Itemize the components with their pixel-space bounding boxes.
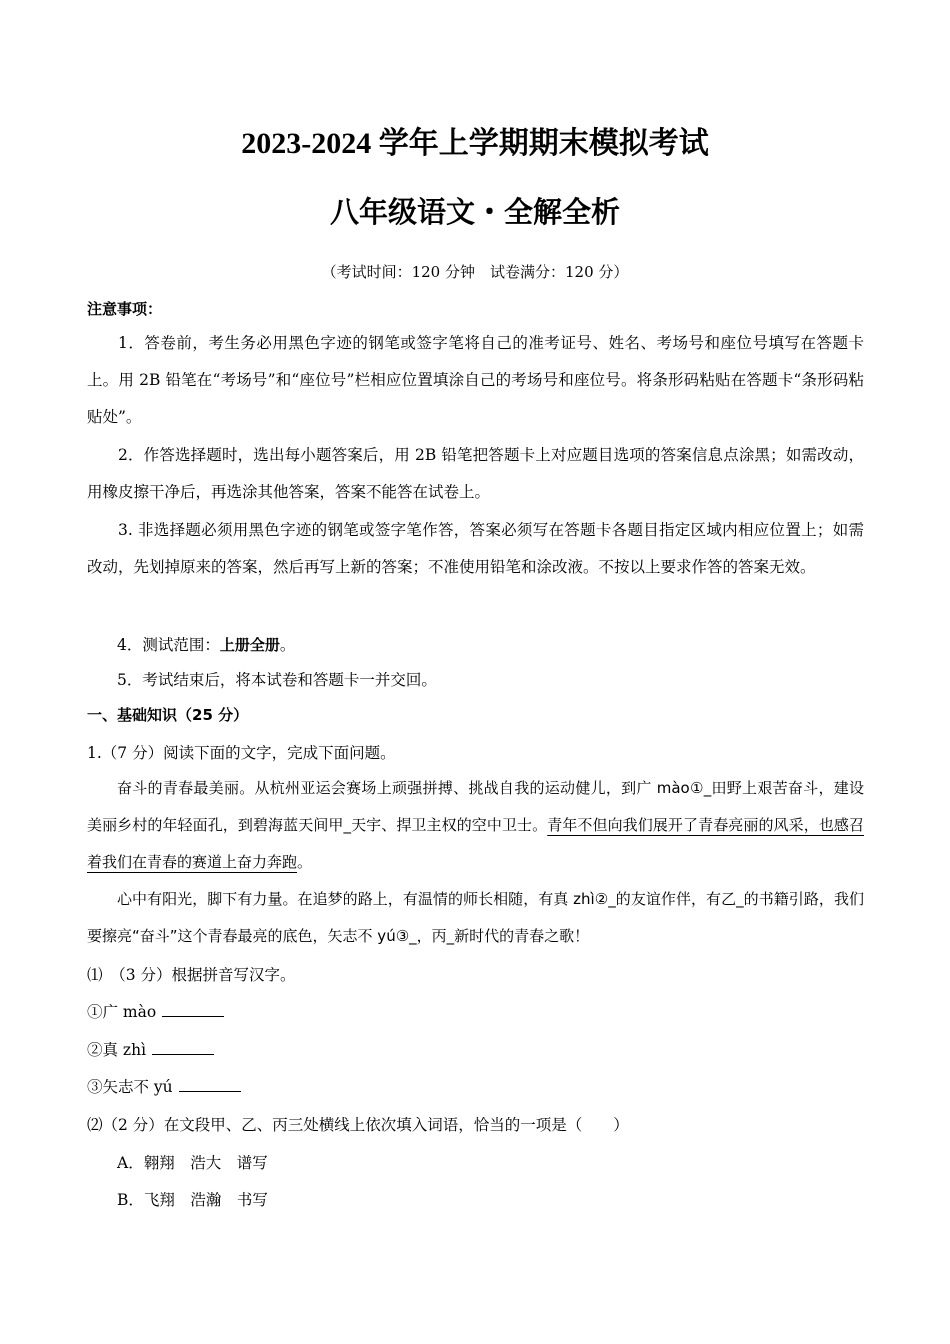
notice-item-5: 5．考试结束后，将本试卷和答题卡一并交回。 — [117, 671, 437, 689]
option-b[interactable]: B．飞翔 浩瀚 书写 — [117, 1191, 268, 1209]
sub-question-1-b — [87, 1038, 214, 1060]
notice-item-1: 1．答卷前，考生务必用黑色字迹的钢笔或签字笔将自己的准考证号、姓名、考场号和座位号填写在答题卡上。用 2B 铅笔在“考场号”和“座位号”栏相应位置填涂自己的考场号和座位号。将条形码粘贴在答题卡“条形码粘贴处”。 — [87, 334, 864, 426]
sub-question-1-a — [87, 1000, 224, 1022]
sub-question-1-b-label: ②真 zhì — [87, 1041, 147, 1059]
notice-item-2: 2．作答选择题时，选出每小题答案后，用 2B 铅笔把答题卡上对应题目选项的答案信息点涂黑；如需改动，用橡皮擦干净后，再选涂其他答案，答案不能答在试卷上。 — [87, 446, 864, 501]
sub-question-2-stem: ⑵（2 分）在文段甲、乙、丙三处横线上依次填入词语，恰当的一项是（ ） — [87, 1116, 629, 1134]
sub-question-1-a-label: ①广 mào — [87, 1003, 157, 1021]
passage-p1-text: 奋斗的青春最美丽。从杭州亚运会赛场上顽强拼搏、挑战自我的运动健儿，到广 mào①_田野上艰苦奋斗，建设美丽乡村的年轻面孔，到碧海蓝天间甲_天宇、捍卫主权的空中卫士。 — [87, 779, 864, 834]
answer-blank-2[interactable] — [152, 1040, 214, 1055]
answer-blank-1[interactable] — [162, 1002, 224, 1017]
sub-question-1-c — [87, 1075, 241, 1097]
notice-item-4 — [117, 633, 295, 655]
option-a[interactable]: A．翱翔 浩大 谱写 — [117, 1154, 268, 1172]
notice-item-4-prefix: 4．测试范围： — [117, 636, 220, 654]
notice-item-4-suffix: 。 — [279, 636, 296, 654]
answer-blank-3[interactable] — [179, 1077, 241, 1092]
exam-title: 2023-2024 学年上学期期末模拟考试 — [241, 127, 709, 160]
question-1-stem: 1.（7 分）阅读下面的文字，完成下面问题。 — [87, 744, 396, 762]
passage-paragraph-1 — [87, 770, 864, 881]
passage-p1-underlined-sentence: 青年不但向我们展开了青春亮丽的风采，也感召着我们在青春的赛道上奋力奔跑 — [87, 816, 864, 871]
passage-paragraph-2: 心中有阳光，脚下有力量。在追梦的路上，有温情的师长相随，有真 zhì②_的友谊作伴，有乙_的书籍引路，我们要擦亮“奋斗”这个青春最亮的底色，矢志不 yú③_，丙_新时代的青春之歌！ — [87, 890, 864, 945]
sub-question-1-stem: ⑴ （3 分）根据拼音写汉字。 — [87, 966, 296, 984]
notice-item-4-scope: 上册全册 — [219, 636, 280, 654]
sub-question-1-c-label: ③矢志不 yú — [87, 1078, 173, 1096]
notice-item-3: 3. 非选择题必须用黑色字迹的钢笔或签字笔作答，答案必须写在答题卡各题目指定区域内相应位置上；如需改动，先划掉原来的答案，然后再写上新的答案；不准使用铅笔和涂改液。不按以上要求作答的答案无效。 — [87, 521, 864, 576]
passage-p1-end: 。 — [297, 853, 313, 871]
exam-info: （考试时间：120 分钟 试卷满分：120 分） — [321, 263, 629, 281]
exam-subtitle: 八年级语文・全解全析 — [329, 195, 620, 229]
section-1-heading: 一、基础知识（25 分） — [87, 706, 249, 724]
notice-heading: 注意事项： — [87, 300, 163, 318]
